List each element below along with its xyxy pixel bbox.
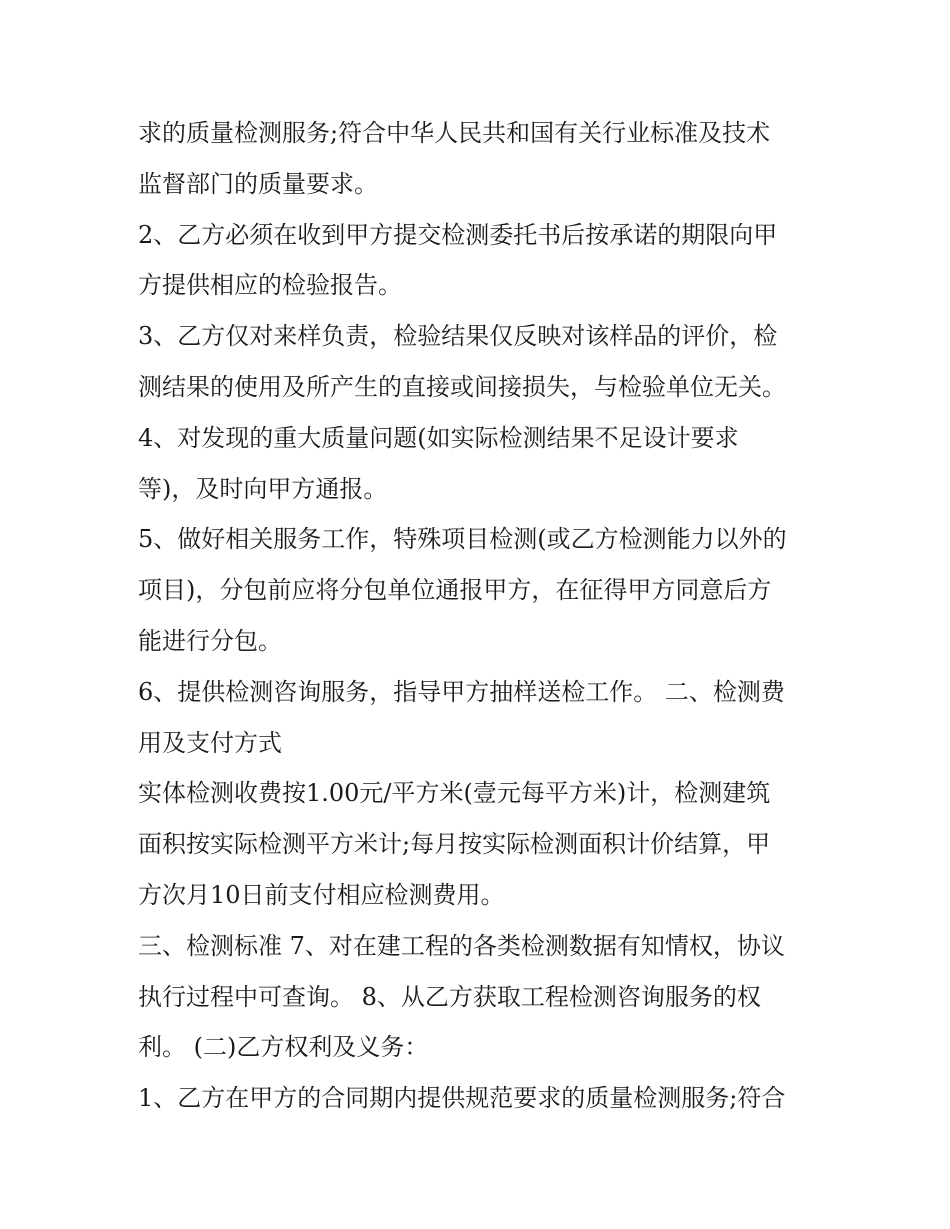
text-line: 用及支付方式 bbox=[138, 728, 282, 757]
text-line: 1、乙方在甲方的合同期内提供规范要求的质量检测服务;符合 bbox=[138, 1084, 786, 1113]
document-body bbox=[138, 108, 818, 1124]
text-line: 方次月10日前支付相应检测费用。 bbox=[138, 880, 505, 909]
text-line: 求的质量检测服务;符合中华人民共和国有关行业标准及技术 bbox=[138, 119, 771, 147]
text-line: 3、乙方仅对来样负责，检验结果仅反映对该样品的评价，检 bbox=[138, 322, 778, 351]
text-line: 实体检测收费按1.00元/平方米(壹元每平方米)计，检测建筑 bbox=[138, 779, 771, 808]
text-line: 4、对发现的重大质量问题(如实际检测结果不足设计要求 bbox=[138, 423, 739, 452]
text-line: 2、乙方必须在收到甲方提交检测委托书后按承诺的期限向甲 bbox=[138, 220, 778, 249]
text-line: 利。 (二)乙方权利及义务： bbox=[138, 1033, 429, 1062]
text-line: 5、做好相关服务工作，特殊项目检测(或乙方检测能力以外的 bbox=[138, 525, 787, 554]
text-line: 能进行分包。 bbox=[138, 626, 282, 655]
text-line: 面积按实际检测平方米计;每月按实际检测面积计价结算，甲 bbox=[138, 830, 771, 859]
text-line: 测结果的使用及所产生的直接或间接损失，与检验单位无关。 bbox=[138, 372, 786, 401]
text-line: 三、检测标准 7、对在建工程的各类检测数据有知情权，协议 bbox=[138, 931, 785, 960]
text-line: 6、提供检测咨询服务，指导甲方抽样送检工作。 二、检测费 bbox=[138, 677, 785, 706]
text-line: 监督部门的质量要求。 bbox=[138, 169, 378, 198]
text-line: 等)，及时向甲方通报。 bbox=[138, 474, 388, 503]
text-line: 项目)，分包前应将分包单位通报甲方，在征得甲方同意后方 bbox=[138, 576, 772, 605]
text-line: 方提供相应的检验报告。 bbox=[138, 271, 402, 300]
text-line: 执行过程中可查询。 8、从乙方获取工程检测咨询服务的权 bbox=[138, 982, 761, 1011]
